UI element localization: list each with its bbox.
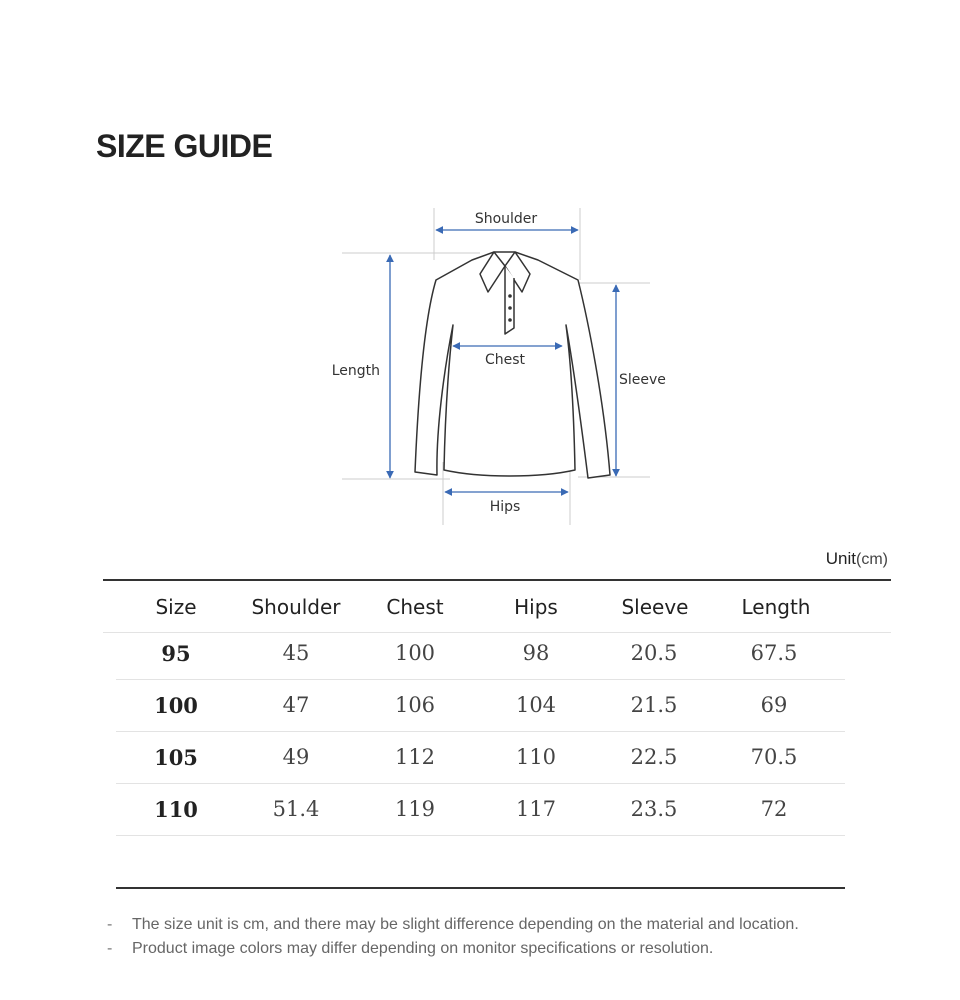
garment-measurement-diagram bbox=[320, 200, 680, 535]
cell-sleeve: 22.5 bbox=[630, 745, 678, 769]
cell-chest: 100 bbox=[394, 641, 436, 665]
table-row bbox=[116, 679, 845, 732]
note-bullet: - bbox=[107, 916, 113, 933]
table-row bbox=[116, 627, 845, 680]
cell-shoulder: 49 bbox=[282, 745, 310, 769]
hips-label: Hips bbox=[489, 499, 521, 515]
note-item bbox=[107, 913, 799, 937]
cell-size: 105 bbox=[154, 744, 198, 770]
cell-sleeve: 21.5 bbox=[630, 693, 678, 717]
note-bullet: - bbox=[107, 940, 113, 957]
polo-shirt-illustration bbox=[320, 200, 680, 535]
cell-length: 70.5 bbox=[750, 745, 798, 769]
cell-sleeve: 20.5 bbox=[630, 641, 678, 665]
header-sleeve: Sleeve bbox=[621, 594, 689, 619]
header-chest: Chest bbox=[386, 594, 444, 619]
cell-chest: 112 bbox=[394, 745, 436, 769]
note-text: Product image colors may differ depending on monitor specifications or resolution. bbox=[132, 940, 714, 957]
cell-length: 69 bbox=[760, 693, 788, 717]
cell-shoulder: 45 bbox=[282, 641, 310, 665]
cell-length: 72 bbox=[760, 797, 788, 821]
cell-size: 110 bbox=[154, 796, 198, 822]
size-notes bbox=[107, 913, 799, 961]
table-bottom-divider bbox=[116, 887, 845, 889]
header-shoulder: Shoulder bbox=[251, 594, 341, 619]
page-title: SIZE GUIDE bbox=[96, 128, 273, 164]
cell-hips: 98 bbox=[522, 641, 550, 665]
unit-label: Unit bbox=[825, 549, 857, 568]
cell-chest: 106 bbox=[394, 693, 436, 717]
cell-sleeve: 23.5 bbox=[630, 797, 678, 821]
cell-chest: 119 bbox=[394, 797, 436, 821]
cell-shoulder: 47 bbox=[282, 693, 310, 717]
table-row bbox=[116, 783, 845, 836]
unit-indicator bbox=[826, 549, 888, 569]
unit-value: (cm) bbox=[856, 551, 888, 568]
cell-length: 67.5 bbox=[750, 641, 798, 665]
header-hips: Hips bbox=[514, 594, 558, 619]
header-size: Size bbox=[155, 594, 197, 619]
cell-hips: 110 bbox=[515, 745, 557, 769]
table-row bbox=[116, 731, 845, 784]
cell-hips: 117 bbox=[515, 797, 557, 821]
cell-shoulder: 51.4 bbox=[272, 797, 320, 821]
shoulder-label: Shoulder bbox=[474, 211, 538, 227]
chest-label: Chest bbox=[484, 352, 526, 368]
cell-size: 100 bbox=[154, 692, 198, 718]
note-item bbox=[107, 937, 799, 961]
cell-size: 95 bbox=[161, 640, 191, 666]
header-length: Length bbox=[741, 594, 811, 619]
sleeve-label: Sleeve bbox=[619, 372, 666, 388]
length-label: Length bbox=[331, 363, 380, 379]
note-text: The size unit is cm, and there may be slight difference depending on the material and location. bbox=[132, 916, 799, 933]
size-table-header bbox=[103, 581, 891, 633]
cell-hips: 104 bbox=[515, 693, 557, 717]
